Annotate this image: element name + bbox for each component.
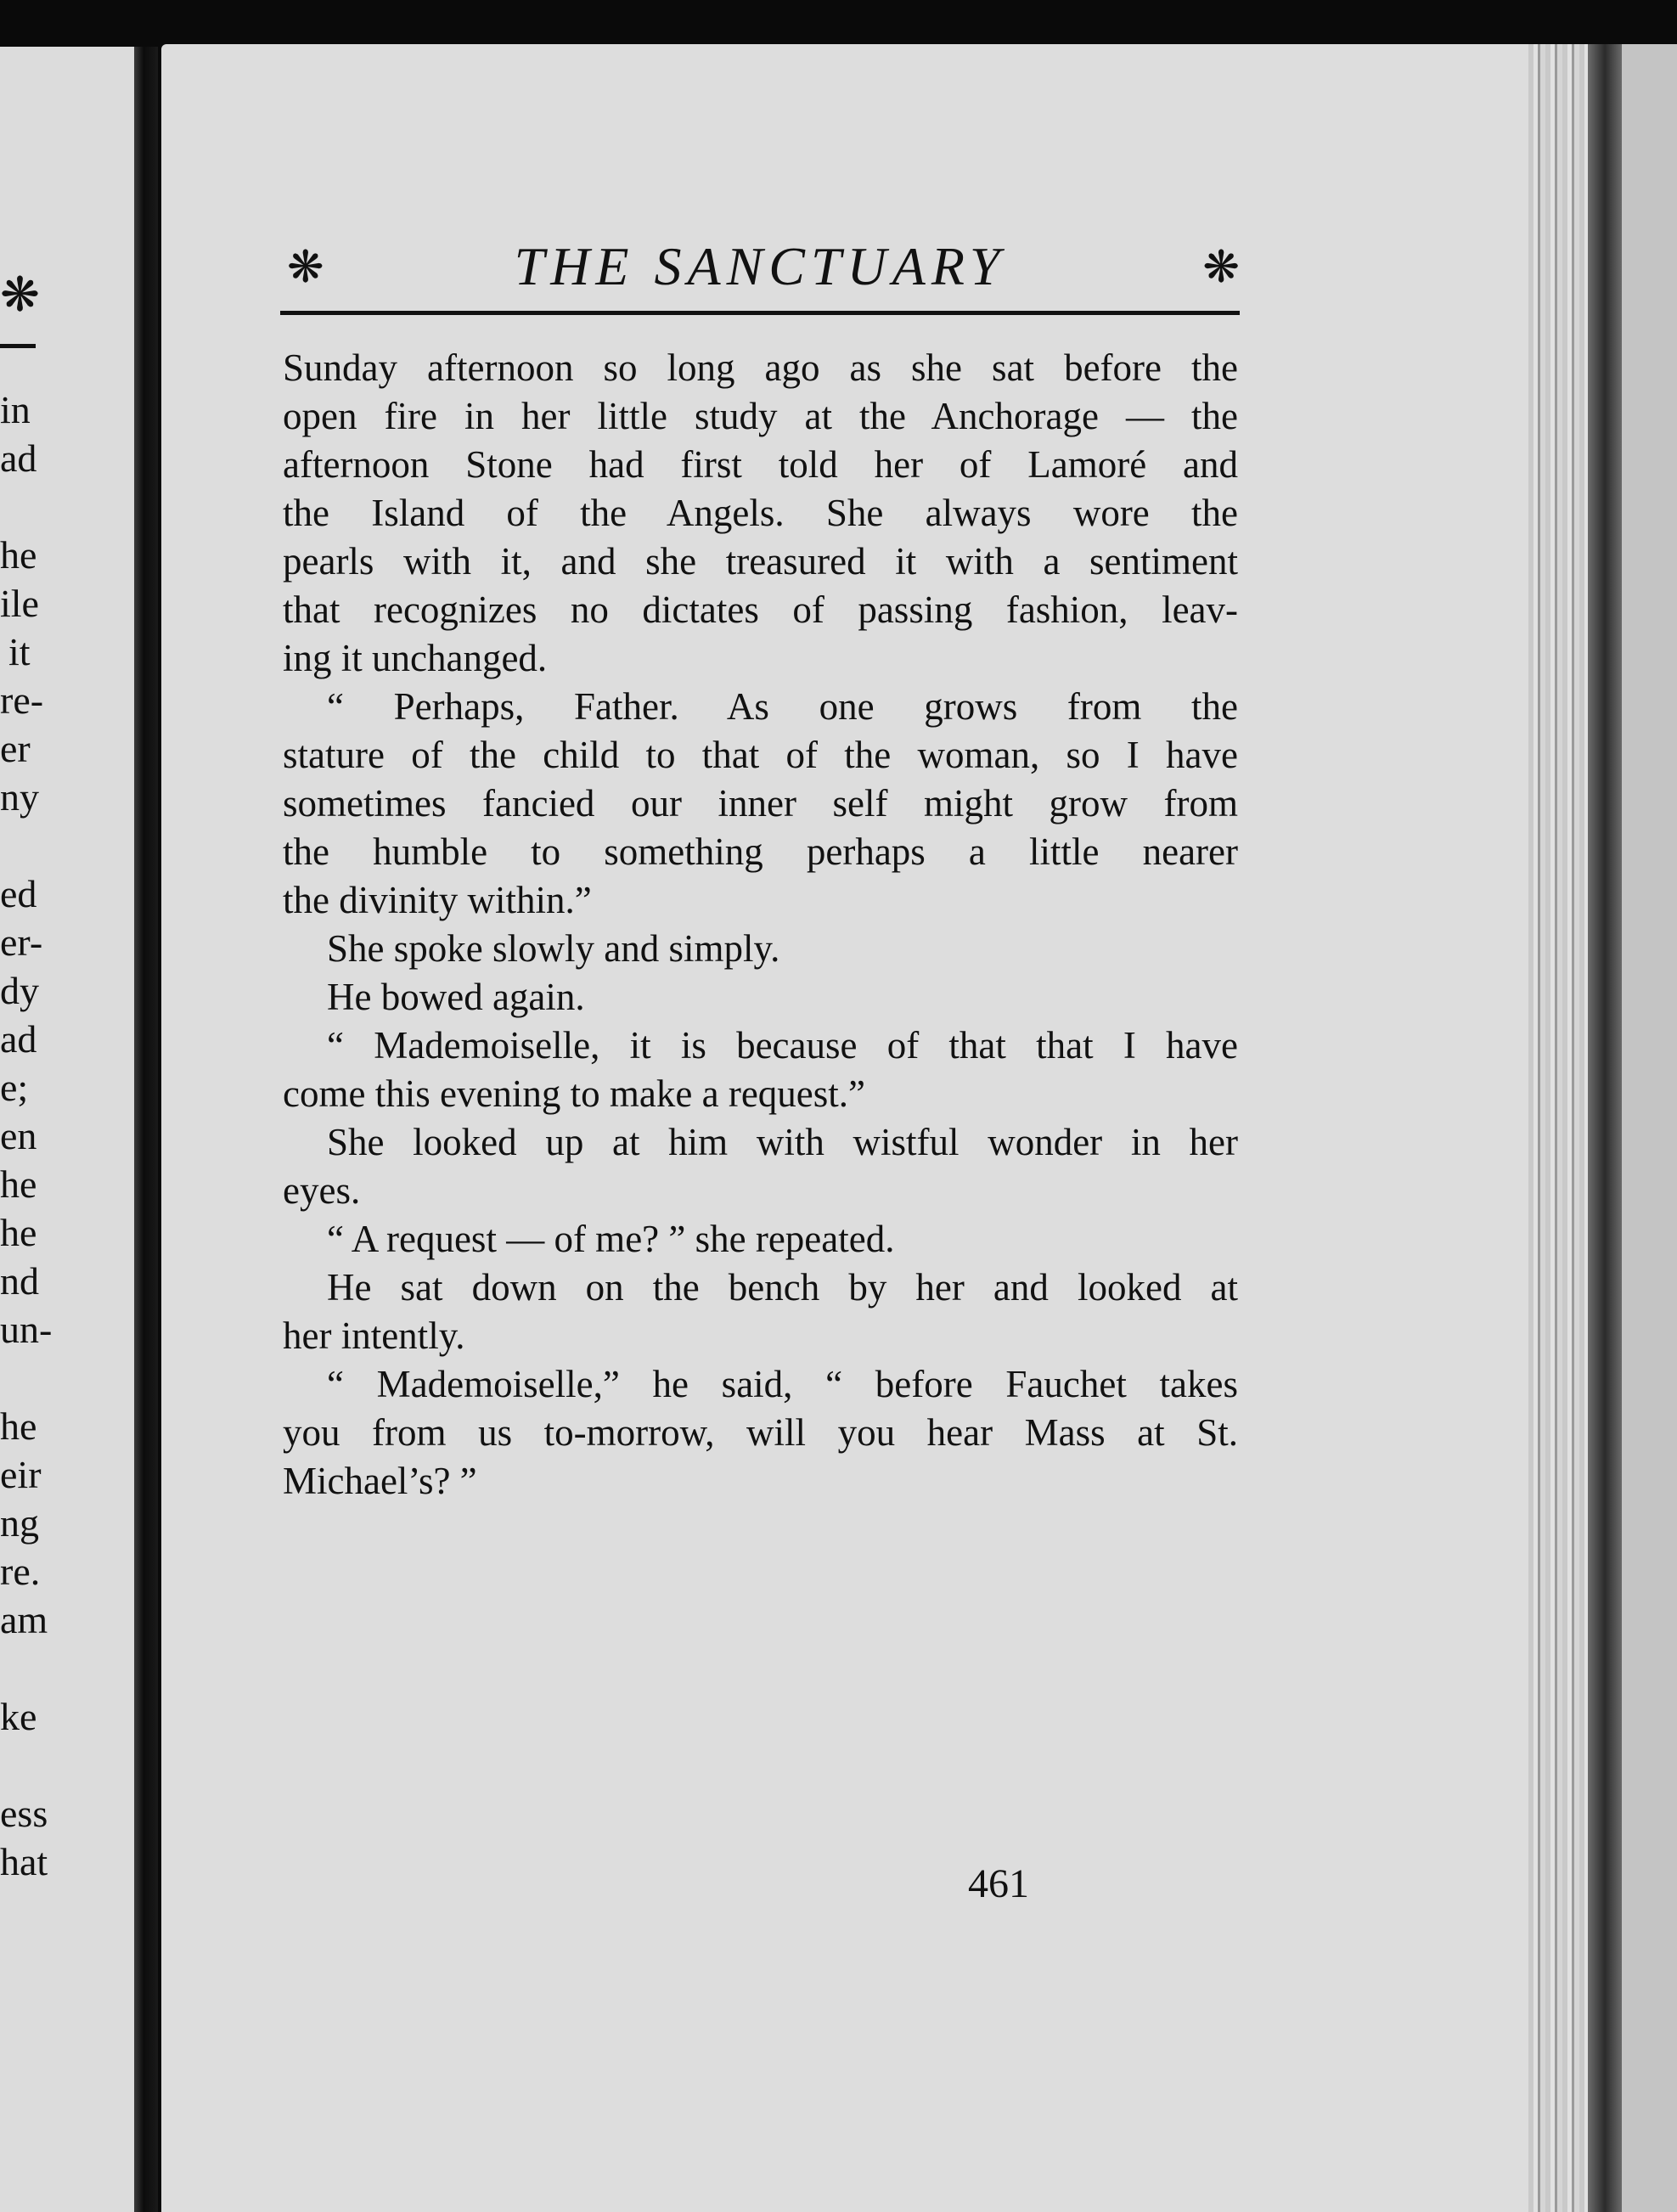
text-line: He sat down on the bench by her and looked at bbox=[327, 1266, 1238, 1309]
text-line: stature of the child to that of the woman, so I have bbox=[283, 734, 1238, 776]
text-line: you from us to-morrow, will you hear Mass at St. bbox=[283, 1411, 1238, 1454]
text-line: come this evening to make a request.” bbox=[283, 1072, 866, 1115]
line-fragment: dy bbox=[0, 969, 39, 1012]
book-cover-edge bbox=[1588, 44, 1622, 2212]
line-fragment: en bbox=[0, 1114, 37, 1157]
text-line: eyes. bbox=[283, 1169, 361, 1212]
line-fragment: e; bbox=[0, 1066, 29, 1109]
text-line: ing it unchanged. bbox=[283, 637, 548, 679]
line-fragment: nd bbox=[0, 1259, 39, 1303]
line-fragment: ile bbox=[0, 582, 39, 625]
text-line: He bowed again. bbox=[327, 976, 585, 1018]
line-fragment: he bbox=[0, 1404, 37, 1448]
page-number: 461 bbox=[968, 1861, 1029, 1906]
body-text bbox=[283, 344, 1238, 1506]
line-fragment: ed bbox=[0, 872, 37, 915]
line-fragment: ng bbox=[0, 1501, 39, 1545]
text-line: Sunday afternoon so long ago as she sat before the bbox=[283, 346, 1238, 389]
line-fragment: re- bbox=[0, 678, 44, 722]
line-fragment: re. bbox=[0, 1550, 41, 1593]
ornament-icon: ❋ bbox=[287, 244, 324, 292]
line-fragment: ad bbox=[0, 436, 37, 480]
header-rule-fragment bbox=[0, 344, 36, 348]
text-line: “ Mademoiselle, it is because of that that I have bbox=[327, 1024, 1238, 1067]
running-header bbox=[280, 229, 1240, 314]
text-line: “ A request — of me? ” she repeated. bbox=[327, 1218, 895, 1260]
text-line: pearls with it, and she treasured it with a sentiment bbox=[283, 540, 1238, 583]
header-rule bbox=[280, 311, 1240, 315]
line-fragment: ny bbox=[0, 775, 39, 819]
text-line: open fire in her little study at the Anchorage — the bbox=[283, 395, 1238, 437]
book-cover-edge-outer bbox=[1622, 44, 1677, 2212]
text-line: “ Perhaps, Father. As one grows from the bbox=[327, 685, 1238, 728]
line-fragment: er bbox=[0, 727, 31, 770]
line-fragment: er- bbox=[0, 920, 43, 964]
line-fragment: eir bbox=[0, 1453, 42, 1496]
text-line: that recognizes no dictates of passing fashion, leav- bbox=[283, 588, 1238, 631]
line-fragment: he bbox=[0, 533, 37, 577]
ornament-icon: ❋ bbox=[0, 269, 40, 322]
line-fragment: un- bbox=[0, 1308, 53, 1351]
book-gutter bbox=[134, 47, 158, 2212]
line-fragment: hat bbox=[0, 1840, 48, 1883]
text-line: “ Mademoiselle,” he said, “ before Fauchet takes bbox=[327, 1363, 1238, 1405]
line-fragment: it bbox=[8, 630, 31, 673]
line-fragment: ke bbox=[0, 1695, 37, 1738]
text-line: the humble to something perhaps a little nearer bbox=[283, 830, 1238, 873]
line-fragment: he bbox=[0, 1211, 37, 1254]
line-fragment: in bbox=[0, 388, 31, 431]
text-line: the divinity within.” bbox=[283, 879, 592, 921]
text-line: afternoon Stone had first told her of Lamoré and bbox=[283, 443, 1238, 486]
running-title: THE SANCTUARY bbox=[514, 236, 1006, 296]
facing-page-fragment bbox=[0, 47, 144, 2212]
line-fragment: he bbox=[0, 1162, 37, 1206]
line-fragment: ad bbox=[0, 1017, 37, 1061]
line-fragment: am bbox=[0, 1598, 48, 1641]
text-line: the Island of the Angels. She always wore the bbox=[283, 492, 1238, 534]
ornament-icon: ❋ bbox=[1202, 244, 1240, 292]
text-line: She looked up at him with wistful wonder in her bbox=[327, 1121, 1238, 1163]
line-fragment: ess bbox=[0, 1792, 48, 1835]
text-line: sometimes fancied our inner self might grow from bbox=[283, 782, 1238, 825]
text-line: She spoke slowly and simply. bbox=[327, 927, 780, 970]
text-line: Michael’s? ” bbox=[283, 1460, 477, 1502]
text-line: her intently. bbox=[283, 1314, 465, 1357]
